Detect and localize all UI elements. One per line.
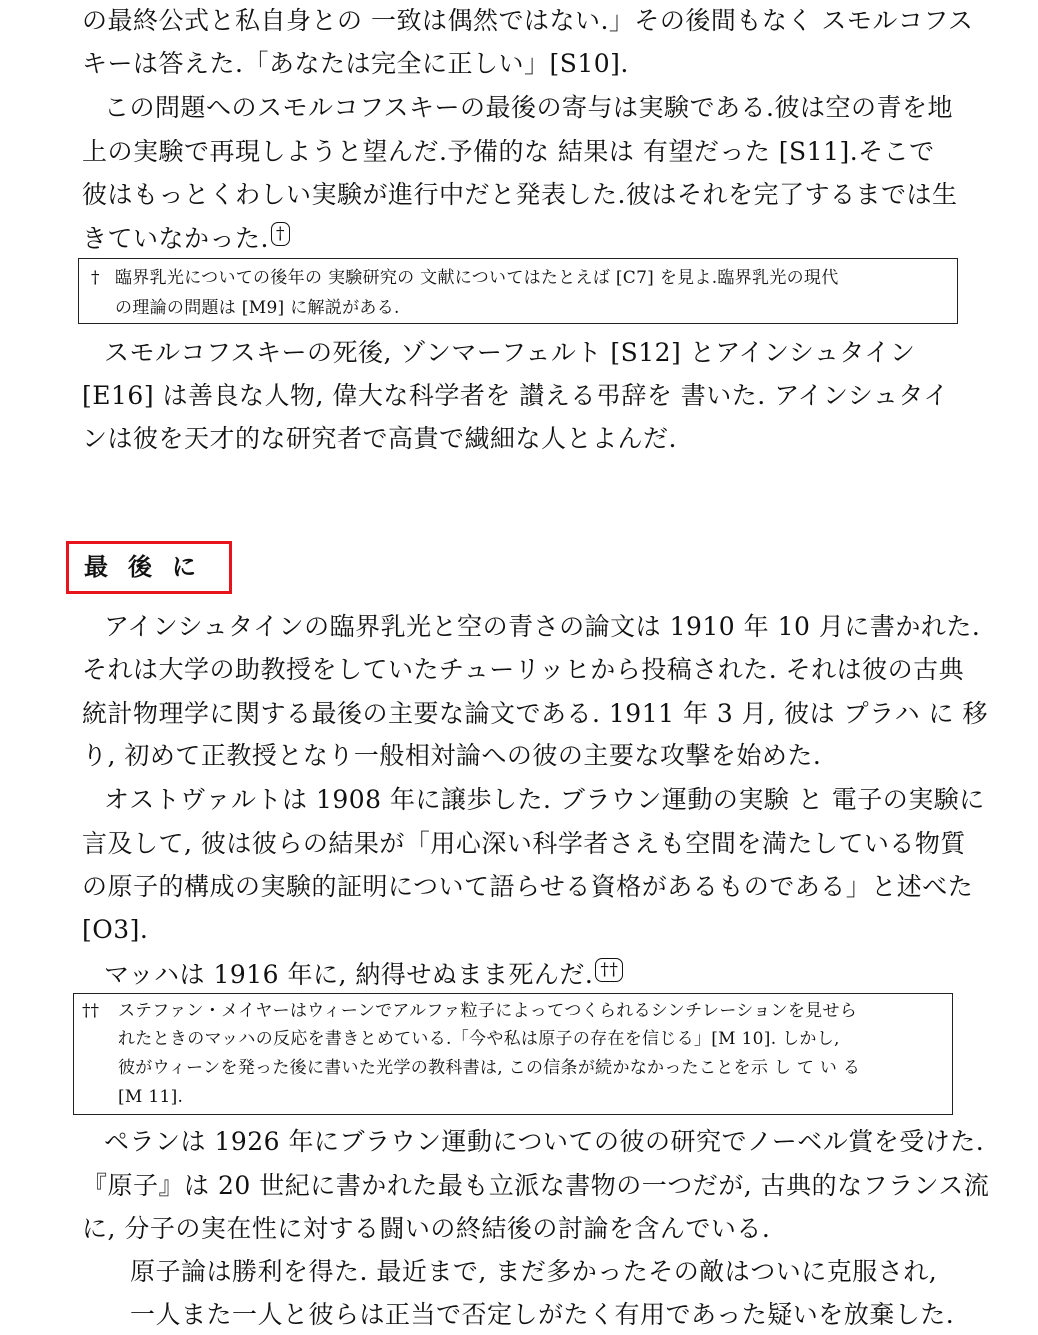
text-line: オストヴァルトは 1908 年に譲歩した. ブラウン運動の実験 と 電子の実験に [104,785,985,814]
text-line: ペランは 1926 年にブラウン運動についての彼の研究でノーベル賞を受けた. [104,1127,985,1156]
text-line: 『原子』は 20 世紀に書かれた最も立派な書物の一つだが, 古典的なフランス流 [82,1171,990,1200]
footnote-symbol: †† [82,1001,99,1021]
text-line [82,222,290,254]
footnote-line: の理論の問題は [M9] に解説がある. [115,298,400,318]
text-segment: マッハは 1916 年に, 納得せぬまま死んだ. [104,960,594,989]
quote-line: 一人また一人と彼らは正当で否定しがたく有用であった疑いを放棄した. [130,1300,955,1329]
text-line: 彼はもっとくわしい実験が進行中だと発表した.彼はそれを完了するまでは生 [82,180,958,209]
text-line: キーは答えた.「あなたは完全に正しい」[S10]. [82,49,629,78]
footnote-line: 臨界乳光についての後年の 実験研究の 文献についてはたとえば [C7] を見よ.臨界乳光の現代 [115,268,839,288]
quote-line: 原子論は勝利を得た. 最近まで, まだ多かったその敵はついに克服され, [130,1257,938,1286]
text-line: [O3]. [82,915,149,944]
footnote-line: [M 11]. [118,1087,184,1107]
text-line: アインシュタインの臨界乳光と空の青さの論文は 1910 年 10 月に書かれた. [104,612,981,641]
text-line: に, 分子の実在性に対する闘いの終結後の討論を含んでいる. [82,1214,771,1243]
footnote-symbol: † [91,268,100,288]
section-title: 最後に [84,553,216,581]
text-line: [E16] は善良な人物, 偉大な科学者を 讃える弔辞を 書いた. アインシュタイ [82,381,949,410]
text-line: スモルコフスキーの死後, ゾンマーフェルト [S12] とアインシュタイン [104,338,916,367]
text-line: の最終公式と私自身との 一致は偶然ではない.」その後間もなく スモルコフス [82,6,974,35]
footnote-reference-mark: †† [595,958,623,982]
text-line: 上の実験で再現しようと望んだ.予備的な 結果は 有望だった [S11].そこで [82,137,935,166]
footnote-box [73,993,953,1115]
footnote-line: ステファン・メイヤーはウィーンでアルファ粒子によってつくられるシンチレーションを見せら [118,1001,858,1021]
text-line: ンは彼を天才的な研究者で高貴で繊細な人とよんだ. [82,424,677,453]
footnote-line: れたときのマッハの反応を書きとめている.「今や私は原子の存在を信じる」[M 10]. しかし, [118,1029,840,1049]
text-line: の原子的構成の実験的証明について語らせる資格があるものである」と述べた [82,872,974,901]
footnote-line: 彼がウィーンを発った後に書いた光学の教科書は, この信条が続かなかったことを示 し て い る [118,1058,861,1078]
text-line: 言及して, 彼は彼らの結果が「用心深い科学者さえも空間を満たしている物質 [82,829,966,858]
text-segment: きていなかった. [82,224,269,253]
footnote-reference-mark: † [271,222,290,246]
text-line: 統計物理学に関する最後の主要な論文である. 1911 年 3 月, 彼は プラハ に 移 [82,699,988,728]
text-line [104,958,623,990]
text-line: それは大学の助教授をしていたチューリッヒから投稿された. それは彼の古典 [82,655,965,684]
text-line: この問題へのスモルコフスキーの最後の寄与は実験である.彼は空の青を地 [104,93,953,122]
text-line: り, 初めて正教授となり一般相対論への彼の主要な攻撃を始めた. [82,741,822,770]
footnote-box [78,258,958,324]
